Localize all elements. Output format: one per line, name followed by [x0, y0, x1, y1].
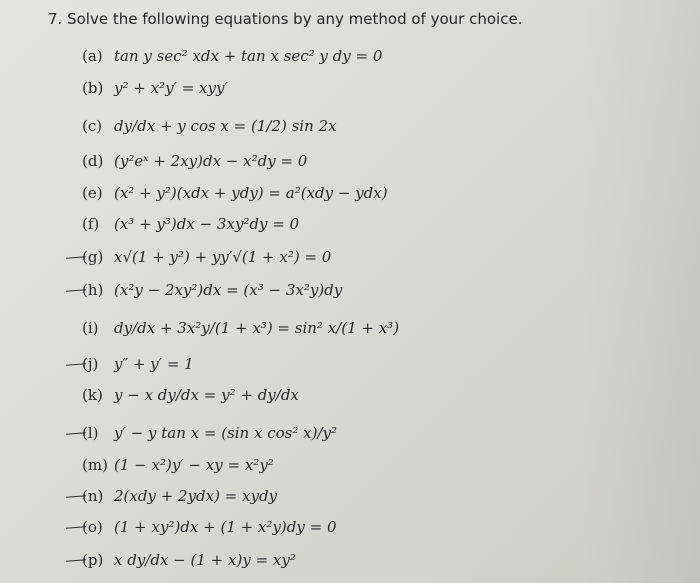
item-label: (i) — [82, 319, 99, 337]
equation-text: (1 − x²)y′ − xy = x²y² — [114, 456, 274, 474]
equation-text: dy/dx + y cos x = (1/2) sin 2x — [114, 117, 337, 135]
equation-text: x dy/dx − (1 + x)y = xy² — [114, 551, 296, 569]
equation-text: x√(1 + y²) + yy′√(1 + x²) = 0 — [114, 248, 332, 266]
equation-item-j — [0, 350, 660, 378]
equation-item-a — [0, 42, 660, 70]
equation-item-h — [0, 276, 660, 304]
equation-item-g — [0, 243, 660, 271]
equation-item-e — [0, 179, 660, 207]
equation-item-p — [0, 546, 660, 574]
equation-text: y′ − y tan x = (sin x cos² x)/y² — [114, 424, 337, 442]
item-label: (g) — [82, 248, 104, 266]
equation-item-d — [0, 147, 660, 175]
item-label: (m) — [82, 456, 108, 474]
item-label: (o) — [82, 518, 103, 536]
item-label: (a) — [82, 47, 103, 65]
problem-title: 7. Solve the following equations by any method of your choice. — [48, 10, 523, 28]
equation-text: dy/dx + 3x²y/(1 + x³) = sin² x/(1 + x³) — [114, 319, 400, 337]
equation-item-o — [0, 513, 660, 541]
equation-text: y² + x²y′ = xyy′ — [114, 79, 228, 97]
item-label: (l) — [82, 424, 99, 442]
item-label: (b) — [82, 79, 104, 97]
equation-text: (1 + xy²)dx + (1 + x²y)dy = 0 — [114, 518, 337, 536]
equation-text: 2(xdy + 2ydx) = xydy — [114, 487, 278, 505]
item-label: (p) — [82, 551, 104, 569]
equation-item-b — [0, 74, 660, 102]
equation-item-l — [0, 419, 660, 447]
item-label: (j) — [82, 355, 99, 373]
equation-item-f — [0, 210, 660, 238]
equation-text: y″ + y′ = 1 — [114, 355, 194, 373]
item-label: (c) — [82, 117, 103, 135]
equation-text: (x² + y²)(xdx + ydy) = a²(xdy − ydx) — [114, 184, 388, 202]
item-label: (d) — [82, 152, 104, 170]
equation-text: y − x dy/dx = y² + dy/dx — [114, 386, 299, 404]
equation-item-k — [0, 381, 660, 409]
page-shadow — [580, 0, 700, 583]
item-label: (f) — [82, 215, 100, 233]
equation-item-i — [0, 314, 660, 342]
equation-item-c — [0, 112, 660, 140]
equation-text: (y²eˣ + 2xy)dx − x²dy = 0 — [114, 152, 308, 170]
item-label: (e) — [82, 184, 103, 202]
item-label: (k) — [82, 386, 103, 404]
equation-text: (x²y − 2xy²)dx = (x³ − 3x²y)dy — [114, 281, 343, 299]
equation-item-n — [0, 482, 660, 510]
equation-item-m — [0, 451, 660, 479]
equation-text: (x³ + y³)dx − 3xy²dy = 0 — [114, 215, 300, 233]
equation-text: tan y sec² xdx + tan x sec² y dy = 0 — [114, 47, 383, 65]
item-label: (h) — [82, 281, 104, 299]
item-label: (n) — [82, 487, 104, 505]
